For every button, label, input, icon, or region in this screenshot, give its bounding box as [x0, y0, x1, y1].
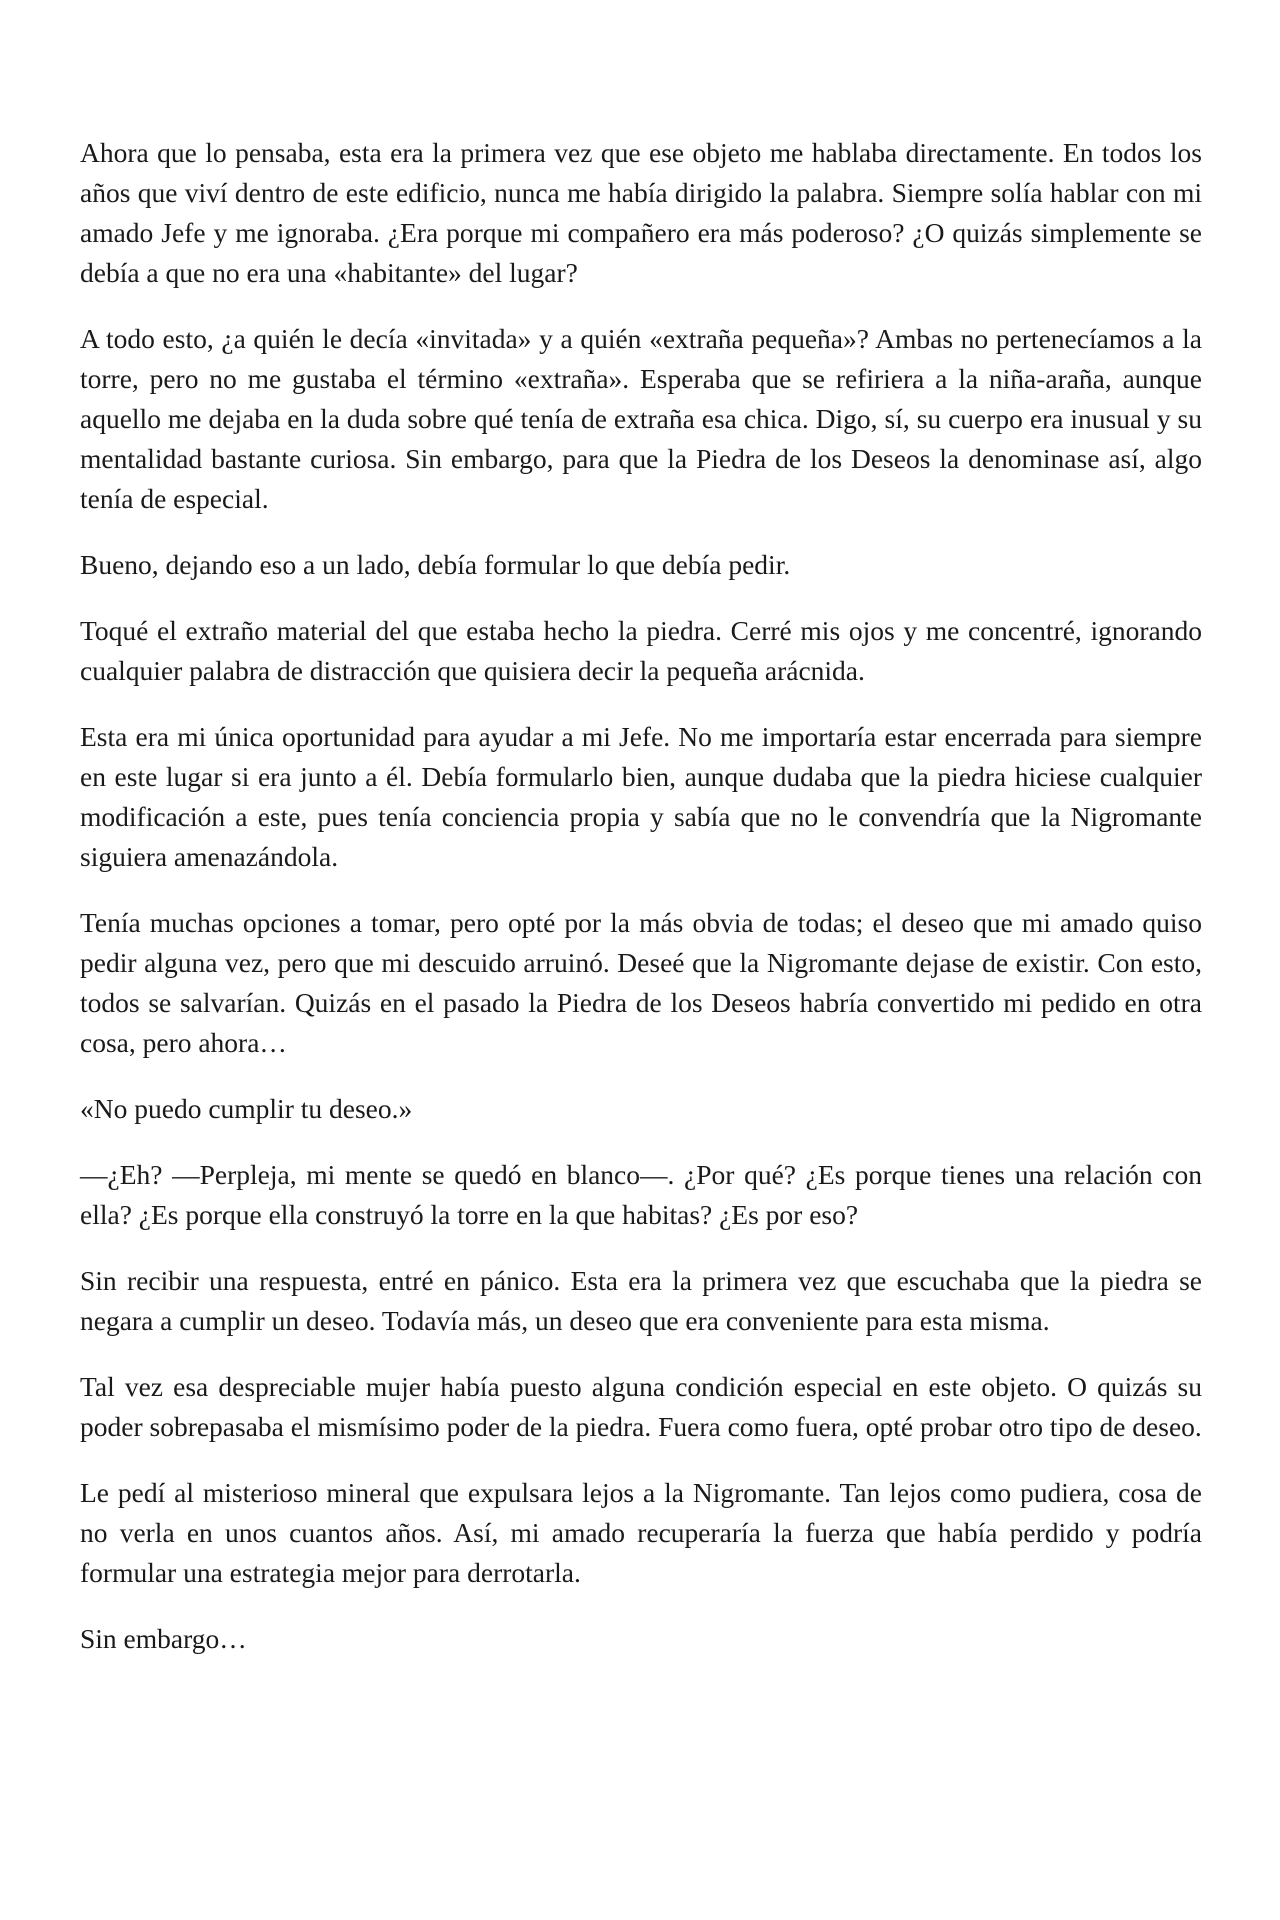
paragraph-1: Ahora que lo pensaba, esta era la primera vez que ese objeto me hablaba directamente. En todos los años que viví dentro de este edificio, nunca me había dirigido la palabra. Siempre solía hablar con mi amado Jefe y me ignoraba. ¿Era porque mi compañero era más poderoso? ¿O quizás simplemente se debía a que no era una «habitante» del lugar?: [80, 137, 1202, 288]
paragraph-4: Toqué el extraño material del que estaba hecho la piedra. Cerré mis ojos y me concentré, ignorando cualquier palabra de distracción que quisiera decir la pequeña arácnida.: [80, 615, 1202, 686]
paragraph-6: Tenía muchas opciones a tomar, pero opté por la más obvia de todas; el deseo que mi amado quiso pedir alguna vez, pero que mi descuido arruinó. Deseé que la Nigromante dejase de existir. Con esto, todos se salvarían. Quizás en el pasado la Piedra de los Deseos habría convertido mi pedido en otra cosa, pero ahora…: [80, 907, 1202, 1058]
paragraph-8: —¿Eh? —Perpleja, mi mente se quedó en blanco—. ¿Por qué? ¿Es porque tienes una relación con ella? ¿Es porque ella construyó la torre en la que habitas? ¿Es por eso?: [80, 1159, 1202, 1230]
paragraph-5: Esta era mi única oportunidad para ayudar a mi Jefe. No me importaría estar encerrada para siempre en este lugar si era junto a él. Debía formularlo bien, aunque dudaba que la piedra hiciese cualquier modificación a este, pues tenía conciencia propia y sabía que no le convendría que la Nigromante siguiera amenazándola.: [80, 721, 1202, 872]
paragraph-12: Sin embargo…: [80, 1623, 247, 1654]
paragraph-10: Tal vez esa despreciable mujer había puesto alguna condición especial en este objeto. O quizás su poder sobrepasaba el mismísimo poder de la piedra. Fuera como fuera, opté probar otro tipo de deseo.: [80, 1371, 1202, 1442]
paragraph-9: Sin recibir una respuesta, entré en pánico. Esta era la primera vez que escuchaba que la piedra se negara a cumplir un deseo. Todavía más, un deseo que era conveniente para esta misma.: [80, 1265, 1202, 1336]
paragraph-11: Le pedí al misterioso mineral que expulsara lejos a la Nigromante. Tan lejos como pudiera, cosa de no verla en unos cuantos años. Así, mi amado recuperaría la fuerza que había perdido y podría formular una estrategia mejor para derrotarla.: [80, 1477, 1202, 1588]
paragraph-2: A todo esto, ¿a quién le decía «invitada» y a quién «extraña pequeña»? Ambas no pertenecíamos a la torre, pero no me gustaba el término «extraña». Esperaba que se refiriera a la niña-araña, aunque aquello me dejaba en la duda sobre qué tenía de extraña esa chica. Digo, sí, su cuerpo era inusual y su mentalidad bastante curiosa. Sin embargo, para que la Piedra de los Deseos la denominase así, algo tenía de especial.: [80, 323, 1202, 514]
paragraph-3: Bueno, dejando eso a un lado, debía formular lo que debía pedir.: [80, 549, 791, 580]
paragraph-7: «No puedo cumplir tu deseo.»: [80, 1093, 413, 1124]
document-page: [80, 133, 1202, 1685]
